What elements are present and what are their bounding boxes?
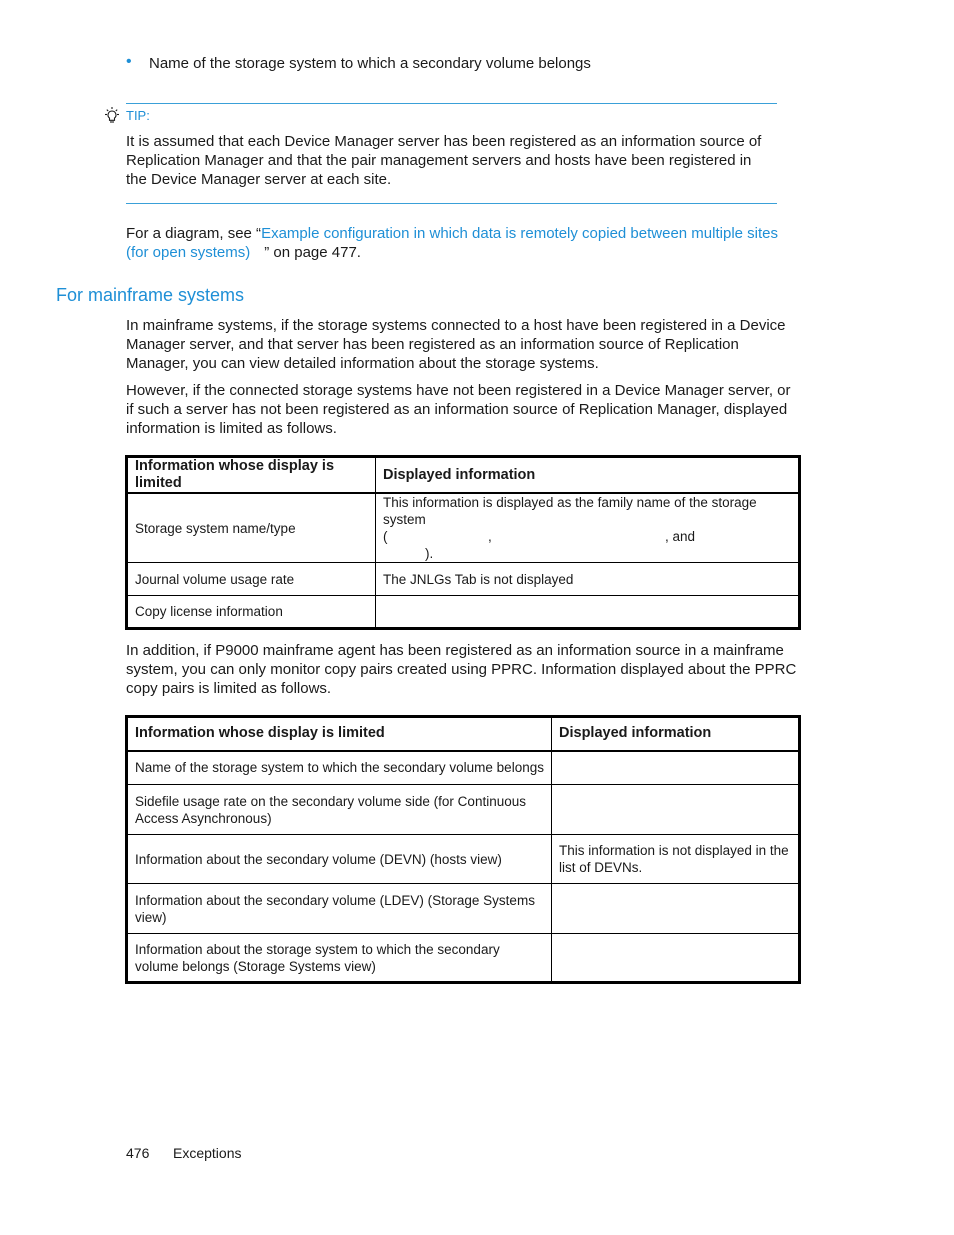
diagram-link-continued[interactable]: (for open systems) [126, 244, 251, 261]
table-row [127, 835, 800, 884]
bullet-text: Name of the storage system to which a secondary volume belongs [149, 55, 591, 72]
diagram-reference [126, 224, 806, 262]
tip-text: It is assumed that each Device Manager server has been registered as an information source of Replication Manager and that the pair management servers and hosts have been registered in the Device Manager server at each site. [126, 133, 762, 188]
table-cell: Information about the secondary volume (DEVN) (hosts view) [127, 835, 552, 884]
table-cell: Storage system name/type [127, 493, 376, 563]
tip-bottom-rule [126, 203, 777, 204]
diagram-ref-suffix: ” on page 477. [264, 244, 361, 261]
table-cell: Sidefile usage rate on the secondary volume side (for Continuous Access Asynchronous) [127, 785, 552, 835]
cell-fragment: , [488, 529, 492, 544]
tip-label: TIP: [126, 108, 150, 123]
limited-info-table [125, 455, 801, 630]
cell-line: This information is displayed as the family name of the storage system [383, 495, 757, 527]
table-cell [552, 751, 800, 785]
table-row [127, 934, 800, 983]
diagram-link[interactable]: Example configuration in which data is remotely copied between multiple sites [261, 225, 778, 242]
table-cell: Information about the secondary volume (LDEV) (Storage Systems view) [127, 884, 552, 934]
footer-section-title: Exceptions [173, 1145, 242, 1161]
table-row [127, 596, 800, 629]
column-header: Displayed information [376, 457, 800, 494]
table-cell [376, 596, 800, 629]
column-header: Displayed information [552, 717, 800, 751]
table-row [127, 785, 800, 835]
table-row [127, 884, 800, 934]
section-heading: For mainframe systems [56, 285, 245, 305]
paragraph-intro: In mainframe systems, if the storage systems connected to a host have been registered in a Device Manager server, and that server has been registered as an information source of Replication Manager, you can view detailed information about the storage systems. [126, 317, 786, 372]
column-header: Information whose display is limited [127, 717, 552, 751]
tip-top-rule [126, 103, 777, 104]
table-cell: Copy license information [127, 596, 376, 629]
table-row [127, 563, 800, 596]
cell-line [383, 528, 791, 545]
table-cell [376, 493, 800, 563]
paragraph-pprc: In addition, if P9000 mainframe agent has been registered as an information source in a mainframe system, you can only monitor copy pairs created using PPRC. Information displayed about the PPRC copy pairs is limited as follows. [126, 642, 797, 697]
table-header-row [127, 717, 800, 751]
page-number: 476 [126, 1145, 150, 1161]
table-cell: This information is not displayed in the list of DEVNs. [552, 835, 800, 884]
cell-fragment: ( [383, 529, 388, 544]
cell-line: ). [425, 546, 434, 561]
lightbulb-icon [102, 106, 122, 126]
table-cell: Name of the storage system to which the secondary volume belongs [127, 751, 552, 785]
cell-fragment: , and [665, 529, 696, 544]
column-header: Information whose display is limited [127, 457, 376, 494]
diagram-ref-prefix: For a diagram, see “ [126, 225, 262, 242]
table-cell [552, 884, 800, 934]
table-cell [552, 934, 800, 983]
table-row [127, 751, 800, 785]
paragraph-limited: However, if the connected storage systems have not been registered in a Device Manager server, or if such a server has not been registered as an information source of Replication Manager, displayed information is limited as follows. [126, 382, 791, 437]
table-cell: Information about the storage system to which the secondary volume belongs (Storage Systems view) [127, 934, 552, 983]
table-header-row [127, 457, 800, 494]
table-cell: The JNLGs Tab is not displayed [376, 563, 800, 596]
table-row [127, 493, 800, 563]
pprc-info-table [125, 715, 801, 984]
table-cell: Journal volume usage rate [127, 563, 376, 596]
bullet-icon: • [126, 53, 132, 70]
table-cell [552, 785, 800, 835]
